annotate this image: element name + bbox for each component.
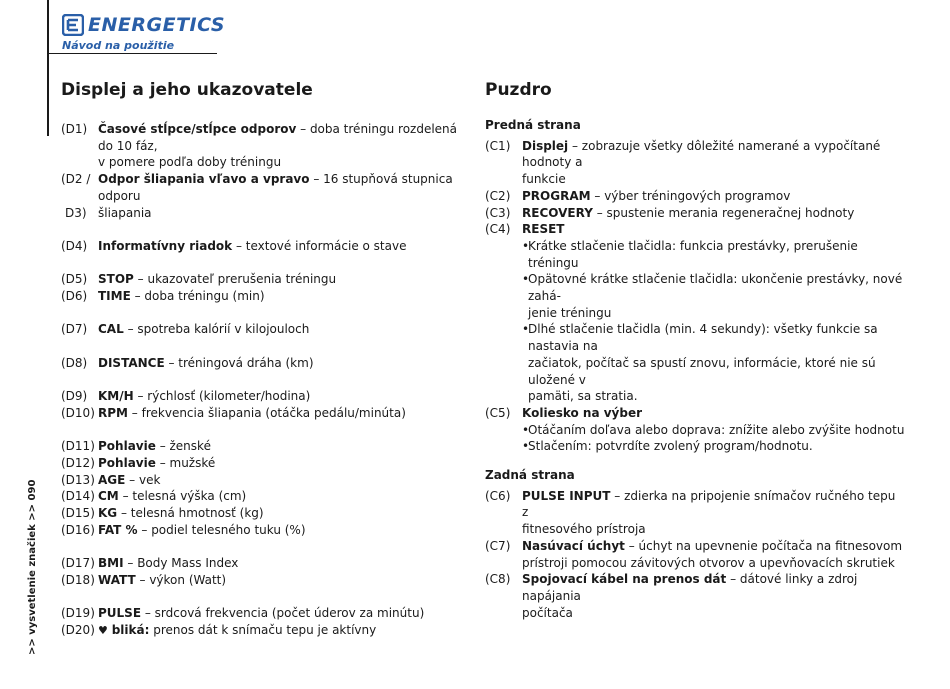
item-term: STOP — [98, 272, 134, 287]
list-item — [485, 188, 905, 205]
side-page-label: >> vysvetlenie značiek >> 090 — [27, 479, 38, 655]
item-code: (D19) — [61, 606, 95, 621]
list-item — [61, 438, 461, 455]
item-code: (D4) — [61, 238, 88, 253]
item-desc: – textové informácie o stave — [232, 238, 407, 253]
bullet-text: Dlhé stlačenie tlačidla (min. 4 sekundy): všetky funkcie sa nastavia na — [528, 322, 878, 354]
back-side-title: Zadná strana — [485, 468, 575, 483]
item-code: (D9) — [61, 389, 88, 404]
item-term: bliká: — [111, 622, 150, 637]
item-code: (D6) — [61, 289, 88, 303]
manual-subtitle: Návod na použitie — [62, 39, 175, 52]
item-desc: – mužské — [155, 455, 216, 470]
item-term: CAL — [98, 322, 124, 337]
item-code: (D20) — [61, 622, 95, 637]
item-desc: v pomere podľa doby tréningu — [98, 155, 282, 170]
item-term: TIME — [98, 289, 131, 303]
item-term: Časové stĺpce/stĺpce odporov — [98, 122, 297, 136]
item-term: PULSE — [98, 606, 142, 621]
bullet-text: jenie tréningu — [528, 305, 612, 320]
item-desc: – telesná výška (cm) — [118, 489, 247, 504]
list-item-cont — [61, 205, 461, 222]
item-code: (D7) — [61, 322, 88, 337]
list-item — [61, 271, 461, 288]
list-item — [61, 472, 461, 489]
item-term: FAT % — [98, 522, 138, 537]
item-code: (D5) — [61, 272, 88, 287]
item-code: D3) — [65, 205, 87, 220]
item-desc: – dátové linky a zdroj napájania — [522, 572, 858, 603]
item-code: (C7) — [485, 538, 511, 553]
item-term: Odpor šliapania vľavo a vpravo — [98, 172, 310, 187]
header-rule — [47, 53, 217, 54]
item-term: Koliesko na výber — [522, 405, 643, 420]
list-item — [61, 238, 461, 255]
list-item — [61, 622, 461, 640]
item-code: (D10) — [61, 405, 95, 420]
list-item — [61, 505, 461, 522]
bullet-text: Stlačením: potvrdíte zvolený program/hodnotu. — [528, 439, 813, 454]
item-desc: šliapania — [98, 205, 152, 220]
item-desc: – doba tréningu rozdelená do 10 fáz, — [98, 122, 458, 153]
item-term: RPM — [98, 405, 128, 420]
item-term: Spojovací kábel na prenos dát — [522, 572, 727, 587]
item-desc: prenos dát k snímaču tepu je aktívny — [149, 622, 377, 637]
bullet-item: • Dlhé stlačenie tlačidla (min. 4 sekundy): všetky funkcie sa nastavia na začiatok, počítač sa spustí znovu, informácie, ktoré nie sú uložené v pamäti, sa stratia. — [522, 322, 878, 404]
item-desc: – ukazovateľ prerušenia tréningu — [133, 272, 337, 287]
item-desc: – výkon (Watt) — [135, 572, 227, 587]
energetics-logo-icon — [62, 14, 84, 36]
item-term: Pohlavie — [98, 439, 156, 454]
item-code: (C6) — [485, 488, 511, 503]
item-code: (D1) — [61, 122, 88, 136]
item-term: PROGRAM — [522, 188, 591, 203]
list-item — [61, 288, 461, 305]
bullet-item: • Krátke stlačenie tlačidla: funkcia prestávky, prerušenie tréningu — [485, 238, 905, 271]
list-item — [485, 488, 905, 521]
display-heading: Displej a jeho ukazovatele — [61, 80, 313, 100]
margin-rule — [47, 0, 49, 136]
list-item — [485, 538, 905, 555]
item-term: Informatívny riadok — [98, 238, 233, 253]
list-item — [485, 221, 905, 238]
item-term: RESET — [522, 222, 565, 237]
list-item-cont — [485, 171, 905, 188]
item-term: KM/H — [98, 389, 134, 404]
item-term: Nasúvací úchyt — [522, 538, 625, 553]
list-item — [485, 571, 905, 604]
item-desc: – doba tréningu (min) — [130, 289, 265, 303]
item-code: (C2) — [485, 188, 511, 203]
brand-logo — [62, 14, 225, 36]
item-desc: – telesná hmotnosť (kg) — [117, 506, 264, 521]
item-code: (D14) — [61, 489, 95, 504]
list-item — [61, 171, 461, 204]
item-desc: – zobrazuje všetky dôležité namerané a vypočítané hodnoty a — [522, 138, 881, 170]
item-desc: – spustenie merania regeneračnej hodnoty — [592, 205, 855, 220]
item-desc: – spotreba kalórií v kilojouloch — [123, 322, 310, 337]
item-code: (D8) — [61, 355, 88, 370]
list-item — [61, 355, 461, 372]
item-code: (C8) — [485, 572, 511, 587]
item-code: (C4) — [485, 222, 511, 237]
bullet-text: Otáčaním doľava alebo doprava: znížite alebo zvýšite hodnotu — [528, 422, 905, 437]
item-code: (D13) — [61, 472, 95, 487]
item-term: CM — [98, 489, 119, 504]
list-item-cont — [485, 521, 905, 538]
list-item — [61, 488, 461, 505]
item-code: (C5) — [485, 405, 511, 420]
list-item-cont — [61, 154, 461, 171]
bullet-item: • Otáčaním doľava alebo doprava: znížite alebo zvýšite hodnotu — [522, 422, 905, 437]
list-item — [485, 205, 905, 222]
list-item — [61, 455, 461, 472]
item-term: Pohlavie — [98, 455, 156, 470]
item-desc: – 16 stupňová stupnica odporu — [98, 172, 453, 203]
list-item — [61, 605, 461, 622]
heart-icon: ♥ — [98, 623, 108, 637]
item-desc: – frekvencia šliapania (otáčka pedálu/minúta) — [127, 405, 406, 420]
item-desc: prístroji pomocou závitových otvorov a upevňovacích skrutiek — [522, 555, 895, 570]
item-term: Displej — [522, 138, 569, 153]
item-desc: – vek — [125, 472, 161, 487]
item-code: (C3) — [485, 205, 511, 220]
item-term: BMI — [98, 556, 124, 571]
item-desc: – ženské — [155, 439, 211, 454]
item-code: (D2 / — [61, 172, 91, 187]
list-item-cont — [485, 605, 905, 622]
item-desc: – tréningová dráha (km) — [164, 355, 314, 370]
item-term: DISTANCE — [98, 355, 165, 370]
bullet-text: pamäti, sa stratia. — [528, 389, 638, 404]
list-item — [61, 121, 461, 154]
item-desc: funkcie — [522, 172, 566, 187]
item-desc: počítača — [522, 605, 573, 620]
item-code: (D16) — [61, 522, 95, 537]
item-code: (D17) — [61, 556, 95, 571]
item-code: (D18) — [61, 572, 95, 587]
list-item — [61, 555, 461, 572]
item-code: (D15) — [61, 506, 95, 521]
item-term: RECOVERY — [522, 205, 593, 220]
bullet-text: začiatok, počítač sa spustí znovu, informácie, ktoré nie sú uložené v — [528, 355, 876, 387]
item-code: (C1) — [485, 138, 511, 153]
bullet-item: • Opätovné krátke stlačenie tlačidla: ukončenie prestávky, nové zahá- jenie tréningu — [522, 272, 903, 320]
list-item-cont — [485, 555, 905, 572]
item-term: WATT — [98, 572, 136, 587]
bullet-text: Krátke stlačenie tlačidla: funkcia prestávky, prerušenie tréningu — [528, 238, 858, 270]
item-desc: – zdierka na pripojenie snímačov ručného tepu z — [522, 488, 896, 520]
item-term: PULSE INPUT — [522, 488, 611, 503]
item-term: AGE — [98, 472, 126, 487]
brand-name: ENERGETICS — [88, 14, 226, 36]
housing-heading: Puzdro — [485, 80, 552, 100]
item-code: (D11) — [61, 439, 95, 454]
item-desc: fitnesového prístroja — [522, 522, 646, 537]
front-side-title: Predná strana — [485, 118, 581, 132]
list-item — [61, 405, 461, 422]
list-item — [485, 138, 905, 171]
item-desc: – výber tréningových programov — [590, 188, 791, 203]
item-desc: – podiel telesného tuku (%) — [137, 522, 306, 537]
list-item — [485, 405, 905, 422]
item-term: KG — [98, 506, 118, 521]
list-item — [61, 388, 461, 405]
item-code: (D12) — [61, 455, 95, 470]
item-desc: – úchyt na upevnenie počítača na fitnesovom — [624, 538, 903, 553]
bullet-item: • Stlačením: potvrdíte zvolený program/hodnotu. — [485, 438, 905, 455]
list-item — [61, 572, 461, 589]
item-desc: – rýchlosť (kilometer/hodina) — [133, 389, 311, 404]
list-item — [61, 522, 461, 539]
list-item — [61, 321, 461, 338]
display-legend-list — [61, 121, 461, 640]
item-desc: – srdcová frekvencia (počet úderov za minútu) — [141, 606, 425, 621]
housing-legend-list — [485, 117, 905, 621]
bullet-text: Opätovné krátke stlačenie tlačidla: ukončenie prestávky, nové zahá- — [528, 272, 903, 304]
item-desc: – Body Mass Index — [123, 556, 239, 571]
